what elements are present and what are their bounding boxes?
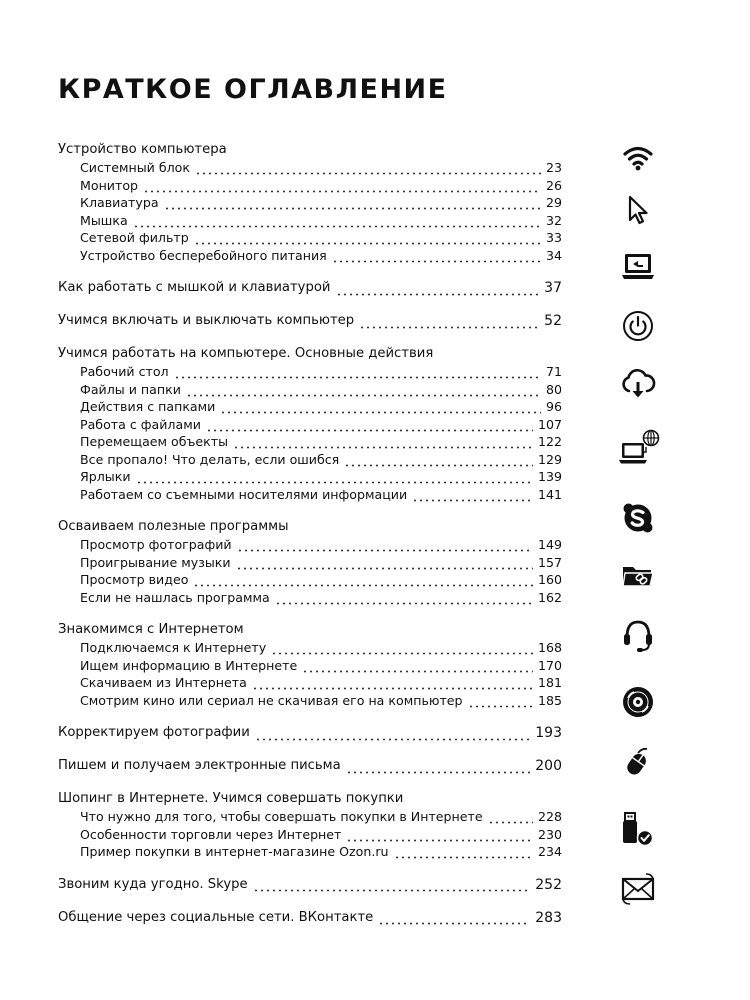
entry-label: Системный блок: [80, 160, 190, 175]
toc-entry[interactable]: [58, 381, 562, 399]
entry-label: Действия с папками: [80, 399, 216, 414]
leader-dots: [206, 416, 533, 433]
page-number: 52: [544, 313, 562, 329]
leader-dots: [378, 910, 530, 927]
toc-entry[interactable]: [58, 536, 562, 554]
entry-label: Проигрывание музыки: [80, 554, 231, 570]
section-title: Осваиваем полезные программы: [58, 519, 289, 534]
page-number: 139: [537, 469, 562, 484]
toc-entry[interactable]: [58, 808, 562, 826]
leader-dots: [194, 230, 541, 247]
toc-entry[interactable]: [58, 554, 562, 572]
mouse-icon: [616, 740, 660, 784]
page-number: 96: [545, 399, 562, 414]
laptop-icon: [616, 244, 660, 288]
toc-entry[interactable]: [58, 692, 562, 710]
leader-dots: [237, 537, 533, 554]
entry-label: Скачиваем из Интернета: [80, 675, 247, 690]
entry-label: Сетевой фильтр: [80, 230, 189, 245]
usb-check-icon: [616, 808, 660, 852]
toc-entry[interactable]: [58, 398, 562, 416]
leader-dots: [236, 554, 533, 571]
page-title: КРАТКОЕ ОГЛАВЛЕНИЕ: [58, 74, 448, 105]
entry-label: Подключаемся к Интернету: [80, 640, 267, 655]
toc-entry[interactable]: [58, 433, 562, 451]
toc-entry[interactable]: [58, 674, 562, 692]
leader-dots: [193, 572, 533, 589]
entry-label: Учимся включать и выключать компьютер: [58, 313, 355, 328]
disc-icon: [616, 680, 660, 724]
page-number: 32: [545, 212, 562, 228]
entry-label: Как работать с мышкой и клавиатурой: [58, 280, 331, 295]
page-number: 29: [545, 195, 562, 210]
entry-label: Работаем со съемными носителями информации: [80, 486, 408, 502]
page-number: 34: [545, 247, 562, 263]
leader-dots: [186, 381, 541, 398]
toc-entry[interactable]: [58, 159, 562, 177]
toc-entry[interactable]: [58, 909, 562, 927]
power-icon: [616, 304, 660, 348]
entry-label: Ярлыки: [80, 469, 131, 484]
page-number: 23: [545, 160, 562, 175]
leader-dots: [412, 486, 533, 503]
entry-label: Мышка: [80, 212, 128, 228]
entry-label: Просмотр фотографий: [80, 537, 232, 552]
entry-label: Файлы и папки: [80, 381, 181, 397]
leader-dots: [359, 313, 539, 330]
leader-dots: [488, 809, 533, 826]
toc-entry[interactable]: [58, 876, 562, 894]
leader-dots: [346, 758, 531, 775]
section-title: Шопинг в Интернете. Учимся совершать покупки: [58, 791, 404, 806]
entry-label: Общение через социальные сети. ВКонтакте: [58, 909, 374, 925]
toc-entry[interactable]: [58, 194, 562, 212]
toc-entry[interactable]: [58, 212, 562, 230]
email-sync-icon: [616, 866, 660, 910]
laptop-globe-icon: [616, 425, 660, 469]
leader-dots: [394, 844, 533, 861]
toc-entry[interactable]: [58, 826, 562, 844]
entry-label: Звоним куда угодно. Skype: [58, 876, 248, 892]
entry-label: Пишем и получаем электронные письма: [58, 758, 341, 773]
toc-entry[interactable]: [58, 757, 562, 775]
toc-entry[interactable]: [58, 451, 562, 469]
leader-dots: [174, 364, 541, 381]
leader-dots: [275, 589, 533, 606]
leader-dots: [468, 692, 533, 709]
page-number: 193: [535, 725, 562, 741]
entry-label: Пример покупки в интернет-магазине Ozon.ru: [80, 844, 389, 859]
toc-entry[interactable]: [58, 571, 562, 589]
entry-label: Если не нашлась программа: [80, 589, 270, 605]
entry-label: Рабочий стол: [80, 364, 169, 379]
headset-icon: [616, 613, 660, 657]
toc-entry[interactable]: [58, 247, 562, 265]
wifi-icon: [616, 135, 660, 179]
section-title: Устройство компьютера: [58, 142, 227, 157]
leader-dots: [233, 434, 533, 451]
entry-label: Просмотр видео: [80, 572, 189, 587]
toc-entry[interactable]: [58, 843, 562, 861]
page-number: 157: [537, 554, 562, 570]
page-number: 234: [537, 844, 562, 859]
leader-dots: [252, 675, 533, 692]
entry-label: Особенности торговли через Интернет: [80, 826, 342, 842]
page-number: 26: [545, 177, 562, 193]
page-number: 252: [535, 876, 562, 893]
page-number: 185: [537, 692, 562, 708]
entry-label: Устройство бесперебойного питания: [80, 247, 327, 263]
page-number: 181: [537, 675, 562, 690]
leader-dots: [346, 826, 533, 843]
page-number: 168: [537, 640, 562, 655]
page-number: 71: [545, 364, 562, 379]
toc-entry[interactable]: [58, 363, 562, 381]
page-number: 162: [537, 589, 562, 605]
page-number: 228: [537, 809, 562, 824]
entry-label: Работа с файлами: [80, 416, 201, 432]
entry-label: Корректируем фотографии: [58, 725, 250, 740]
page-number: 149: [537, 537, 562, 552]
page-number: 160: [537, 572, 562, 587]
entry-label: Клавиатура: [80, 195, 159, 210]
page-number: 200: [535, 758, 562, 774]
page-number: 122: [537, 434, 562, 449]
leader-dots: [133, 212, 541, 229]
entry-label: Ищем информацию в Интернете: [80, 657, 298, 673]
page-number: 37: [544, 280, 562, 296]
page-number: 80: [545, 381, 562, 397]
leader-dots: [253, 877, 531, 894]
leader-dots: [302, 657, 533, 674]
toc-entry[interactable]: [58, 177, 562, 195]
toc-entry[interactable]: [58, 724, 562, 742]
toc-entry[interactable]: [58, 486, 562, 504]
leader-dots: [143, 177, 541, 194]
toc-entry[interactable]: [58, 589, 562, 607]
page-number: 141: [537, 486, 562, 502]
entry-label: Что нужно для того, чтобы совершать покупки в Интернете: [80, 809, 483, 824]
table-of-contents: [58, 141, 562, 927]
page-number: 283: [535, 909, 562, 926]
page-number: 129: [537, 451, 562, 467]
leader-dots: [336, 280, 540, 297]
toc-entry[interactable]: [58, 229, 562, 247]
page-number: 170: [537, 657, 562, 673]
leader-dots: [332, 247, 541, 264]
entry-label: Перемещаем объекты: [80, 434, 229, 449]
toc-entry[interactable]: [58, 468, 562, 486]
skype-icon: [616, 496, 660, 540]
page-number: 33: [545, 230, 562, 245]
leader-dots: [195, 160, 541, 177]
leader-dots: [136, 469, 533, 486]
leader-dots: [164, 195, 541, 212]
leader-dots: [255, 725, 530, 742]
section-title: Знакомимся с Интернетом: [58, 622, 244, 637]
leader-dots: [220, 399, 541, 416]
leader-dots: [271, 640, 533, 657]
toc-entry[interactable]: [58, 416, 562, 434]
toc-entry[interactable]: [58, 657, 562, 675]
leader-dots: [344, 451, 533, 468]
entry-label: Монитор: [80, 177, 139, 193]
toc-entry[interactable]: [58, 312, 562, 330]
cursor-icon: [616, 188, 660, 232]
folder-link-icon: [616, 553, 660, 597]
entry-label: Смотрим кино или сериал не скачивая его на компьютер: [80, 692, 463, 708]
page-number: 230: [537, 826, 562, 842]
section-title: Учимся работать на компьютере. Основные действия: [58, 346, 434, 361]
toc-entry[interactable]: [58, 279, 562, 297]
cloud-download-icon: [616, 362, 660, 406]
entry-label: Все пропало! Что делать, если ошибся: [80, 451, 340, 467]
page-number: 107: [537, 416, 562, 432]
toc-entry[interactable]: [58, 639, 562, 657]
